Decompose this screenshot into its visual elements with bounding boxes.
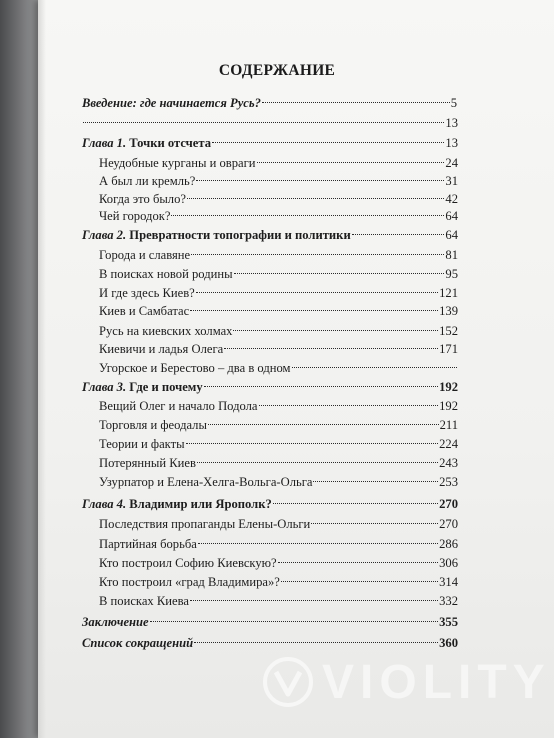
page-number: 64 [445, 209, 458, 223]
page-number: 81 [445, 248, 458, 262]
chapter-number: Глава 3. [82, 380, 130, 394]
toc-entry-label: Заключение [82, 615, 149, 629]
toc-entry [99, 339, 458, 359]
chapter-number: Глава 1. [82, 136, 130, 150]
toc-entry [99, 415, 458, 435]
toc-line [0, 225, 554, 245]
toc-line [0, 434, 554, 454]
page-number: 152 [439, 324, 458, 338]
toc-entry-label: Кто построил Софию Киевскую? [99, 556, 277, 570]
page-number: 355 [439, 615, 458, 629]
toc-entry [99, 553, 458, 573]
toc-entry-label: В поисках новой родины [99, 267, 233, 281]
toc-line [0, 612, 554, 632]
toc-entry-label: Теории и факты [99, 437, 185, 451]
toc-entry-label: Список сокращений [82, 636, 194, 650]
toc-entry [99, 534, 458, 554]
page-number: 306 [439, 556, 458, 570]
toc-line [0, 153, 554, 173]
page-number: 121 [439, 286, 458, 300]
page-number: 224 [439, 437, 458, 451]
toc-entry [82, 377, 458, 397]
violity-logo-icon [262, 656, 314, 708]
dot-leader [186, 443, 439, 444]
toc-line [0, 453, 554, 473]
dot-leader [281, 581, 438, 582]
toc-line [0, 572, 554, 592]
dot-leader [196, 292, 438, 293]
toc-line [0, 591, 554, 611]
dot-leader [311, 523, 438, 524]
toc-entry-label [82, 494, 272, 514]
page-number: 211 [439, 418, 458, 432]
toc-entry-label: Когда это было? [99, 192, 186, 206]
chapter-title: Точки отсчета [129, 136, 211, 150]
toc-entry [99, 206, 458, 226]
dot-leader [212, 142, 444, 143]
toc-entry-label: Русь на киевских холмах [99, 324, 233, 338]
toc-entry-label [82, 377, 203, 397]
toc-line [0, 377, 554, 397]
toc-entry [82, 633, 458, 653]
toc-entry-label: Торговля и феодалы [99, 418, 207, 432]
toc-line [0, 113, 554, 133]
page-number: 332 [439, 594, 458, 608]
page-number: 270 [439, 497, 458, 511]
toc-entry [99, 171, 458, 191]
toc-line [0, 339, 554, 359]
dot-leader [171, 215, 444, 216]
chapter-number: Глава 4. [82, 497, 130, 511]
toc-entry-label: Чей городок? [99, 209, 171, 223]
chapter-title: Владимир или Ярополк? [129, 497, 272, 511]
toc-entry [99, 245, 458, 265]
toc-entry [99, 396, 458, 416]
toc-entry [99, 264, 458, 284]
toc-line [0, 133, 554, 153]
toc-entry [99, 472, 458, 492]
toc-entry [99, 283, 458, 303]
toc-entry [99, 434, 458, 454]
toc-line [0, 264, 554, 284]
toc-entry-label: И где здесь Киев? [99, 286, 195, 300]
toc-entry-label: В поисках Киева [99, 594, 189, 608]
dot-leader [259, 405, 439, 406]
toc-entry-label: Введение: где начинается Русь? [82, 96, 261, 110]
dot-leader [292, 367, 457, 368]
toc-entry-label: Кто построил «град Владимира»? [99, 575, 280, 589]
watermark [262, 652, 551, 712]
page-number: 171 [439, 342, 458, 356]
toc-line [0, 206, 554, 226]
toc-entry-label: А был ли кремль? [99, 174, 196, 188]
toc-line [0, 301, 554, 321]
dot-leader [190, 310, 438, 311]
toc-entry-label: Города и славяне [99, 248, 191, 262]
dot-leader [83, 122, 444, 123]
page-number: 286 [439, 537, 458, 551]
toc-entry-label: Партийная борьба [99, 537, 197, 551]
dot-leader [262, 102, 450, 103]
toc-entry [99, 301, 458, 321]
page-number: 5 [450, 96, 457, 110]
page-number: 64 [445, 228, 458, 242]
page-number: 139 [439, 304, 458, 318]
dot-leader [257, 162, 445, 163]
toc-line [0, 553, 554, 573]
toc-line [0, 415, 554, 435]
dot-leader [313, 481, 438, 482]
toc-line [0, 358, 554, 378]
page-number: 13 [445, 136, 458, 150]
toc-line [0, 514, 554, 534]
toc-entry [82, 225, 458, 245]
page-number: 31 [445, 174, 458, 188]
page-number: 42 [445, 192, 458, 206]
toc-entry [82, 612, 458, 632]
toc-entry-label: Вещий Олег и начало Подола [99, 399, 258, 413]
watermark-text: VIOLITY [322, 655, 551, 709]
toc-entry-label: Узурпатор и Елена-Хелга-Вольга-Ольга [99, 475, 313, 489]
toc-line [0, 534, 554, 554]
dot-leader [198, 543, 438, 544]
toc-entry [99, 591, 458, 611]
chapter-title: Превратности топографии и политики [129, 228, 351, 242]
dot-leader [234, 273, 445, 274]
dot-leader [233, 330, 438, 331]
page-number: 95 [445, 267, 458, 281]
dot-leader [204, 386, 438, 387]
dot-leader [224, 348, 438, 349]
toc-entry-label: Неудобные курганы и овраги [99, 156, 256, 170]
dot-leader [191, 254, 444, 255]
page-number: 243 [439, 456, 458, 470]
toc-line [0, 171, 554, 191]
toc-entry [82, 494, 458, 514]
toc-entry [82, 113, 458, 133]
toc-entry-label: Киев и Самбатас [99, 304, 190, 318]
page-number: 13 [445, 116, 458, 130]
toc-entry-label: Киевичи и ладья Олега [99, 342, 224, 356]
toc-entry [99, 514, 458, 534]
toc-entry [99, 321, 458, 341]
chapter-number: Глава 2. [82, 228, 130, 242]
toc-entry-label: Последствия пропаганды Елены-Ольги [99, 517, 311, 531]
toc-line [0, 93, 554, 113]
dot-leader [352, 234, 445, 235]
toc-title: СОДЕРЖАНИЕ [218, 62, 336, 79]
toc-line [0, 396, 554, 416]
toc-entry [99, 358, 458, 378]
toc-entry [82, 133, 458, 153]
dot-leader [208, 424, 439, 425]
toc-entry-label [82, 225, 351, 245]
toc-entry [99, 153, 458, 173]
page-number: 360 [439, 636, 458, 650]
dot-leader [273, 503, 438, 504]
page-number: 314 [439, 575, 458, 589]
page-number: 24 [445, 156, 458, 170]
toc-entry-label: Угорское и Берестово – два в одном [99, 361, 291, 375]
toc-line [0, 633, 554, 653]
dot-leader [196, 180, 444, 181]
dot-leader [190, 600, 438, 601]
toc-line [0, 321, 554, 341]
toc-entry [99, 572, 458, 592]
dot-leader [278, 562, 438, 563]
dot-leader [187, 198, 444, 199]
toc-entry [82, 93, 457, 113]
toc-entry-label [82, 133, 211, 153]
page-number: 192 [439, 399, 458, 413]
chapter-title: Где и почему [129, 380, 203, 394]
toc-line [0, 245, 554, 265]
toc-line [0, 283, 554, 303]
dot-leader [150, 621, 438, 622]
toc-line [0, 472, 554, 492]
page-number: 192 [439, 380, 458, 394]
page-number: 270 [439, 517, 458, 531]
toc-line [0, 494, 554, 514]
dot-leader [197, 462, 438, 463]
page-number: 253 [439, 475, 458, 489]
dot-leader [194, 642, 438, 643]
toc-entry [99, 453, 458, 473]
toc-entry-label: Потерянный Киев [99, 456, 196, 470]
